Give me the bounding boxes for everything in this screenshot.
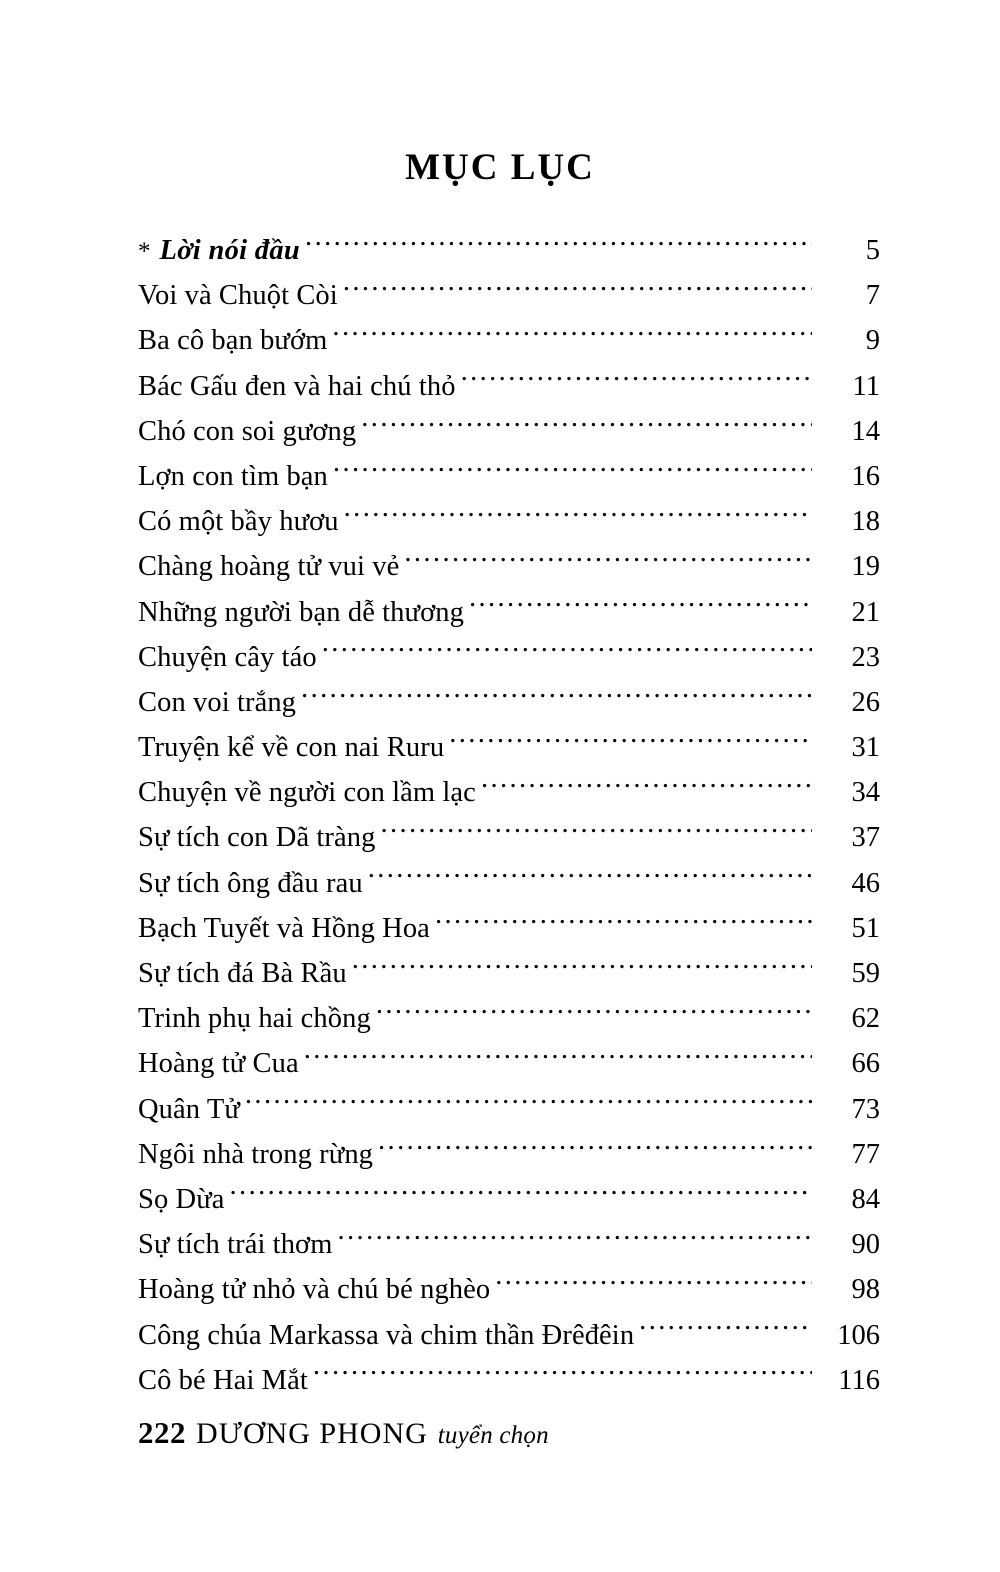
toc-entry-title: Voi và Chuột Còi	[138, 280, 338, 312]
toc-entry-page-number: 9	[865, 325, 880, 357]
toc-entry[interactable]	[138, 590, 880, 635]
toc-entry[interactable]	[138, 273, 880, 318]
toc-leader-dots	[305, 231, 812, 260]
toc-entry-title: Lời nói đầu	[159, 235, 301, 266]
toc-leader-dots	[481, 773, 812, 802]
toc-entry-page-number: 46	[851, 867, 880, 899]
toc-entry[interactable]	[138, 680, 880, 725]
toc-entry-page-number: 116	[838, 1364, 880, 1396]
toc-entry-page-number: 18	[851, 506, 880, 538]
toc-leader-dots	[404, 547, 812, 576]
toc-leader-dots	[435, 908, 812, 937]
toc-entry[interactable]	[138, 1041, 880, 1086]
toc-entry-page-number: 26	[851, 686, 880, 718]
toc-entry[interactable]	[138, 1177, 880, 1222]
toc-entry[interactable]	[138, 499, 880, 544]
toc-entry[interactable]	[138, 1267, 880, 1312]
toc-entry-title: Chàng hoàng tử vui vẻ	[138, 551, 400, 583]
toc-entry-page-number: 77	[851, 1138, 880, 1170]
toc-entry-page-number: 66	[851, 1048, 880, 1080]
toc-entry-title: Cô bé Hai Mắt	[138, 1364, 308, 1396]
toc-entry[interactable]	[138, 409, 880, 454]
toc-entry-title: Sự tích đá Bà Rầu	[138, 958, 347, 989]
toc-entry-title: Trinh phụ hai chồng	[138, 1003, 371, 1035]
toc-entry[interactable]	[138, 861, 880, 906]
toc-leader-dots	[461, 366, 812, 395]
footer-author-name: DƯƠNG PHONG	[196, 1417, 428, 1450]
toc-leader-dots	[313, 1360, 812, 1389]
toc-entry[interactable]	[138, 1132, 880, 1177]
toc-entry-page-number: 31	[851, 732, 880, 764]
toc-entry-title: Chuyện cây táo	[138, 641, 317, 673]
toc-entry-title: Lợn con tìm bạn	[138, 460, 328, 492]
toc-leader-dots	[322, 637, 812, 666]
toc-entry-title: Bác Gấu đen và hai chú thỏ	[138, 370, 456, 402]
toc-entry-title: Có một bầy hươu	[138, 506, 339, 538]
star-icon: *	[138, 238, 151, 265]
toc-leader-dots	[376, 999, 812, 1028]
toc-entry[interactable]	[138, 364, 880, 409]
toc-leader-dots	[352, 954, 812, 983]
toc-entry-page-number: 16	[851, 460, 880, 492]
toc-entry-page-number: 7	[865, 280, 880, 312]
page-footer	[138, 1415, 549, 1451]
toc-leader-dots	[368, 863, 812, 892]
toc-leader-dots	[378, 1134, 812, 1163]
toc-entry-page-number: 5	[865, 235, 880, 266]
toc-entry-title: Quân Tử	[138, 1093, 240, 1125]
toc-entry[interactable]	[138, 815, 880, 860]
toc-entry-page-number: 62	[851, 1003, 880, 1035]
toc-leader-dots	[304, 1044, 812, 1073]
toc-entry-page-number: 19	[851, 551, 880, 583]
toc-entry-title: Những người bạn dễ thương	[138, 596, 464, 628]
toc-leader-dots	[332, 321, 812, 350]
toc-entry-title: Con voi trắng	[138, 686, 297, 718]
toc-entry-page-number: 98	[851, 1274, 880, 1306]
toc-entry-title: Công chúa Markassa và chim thần Đrêđêin	[138, 1319, 635, 1351]
toc-entry[interactable]	[138, 318, 880, 363]
toc-entry-page-number: 106	[837, 1319, 880, 1351]
toc-leader-dots	[361, 411, 812, 440]
toc-entry-title: Chó con soi gương	[138, 415, 357, 447]
toc-entry[interactable]	[138, 770, 880, 815]
footer-author-role: tuyển chọn	[437, 1422, 549, 1449]
toc-entry-title: Hoàng tử nhỏ và chú bé nghèo	[138, 1274, 491, 1306]
toc-leader-dots	[469, 592, 812, 621]
toc-entry-page-number: 34	[851, 777, 880, 809]
toc-entry[interactable]	[138, 635, 880, 680]
toc-entry-title: Sự tích ông đầu rau	[138, 867, 363, 899]
toc-entry-page-number: 11	[852, 370, 880, 402]
toc-entry[interactable]	[138, 454, 880, 499]
toc-entry-title: Hoàng tử Cua	[138, 1048, 299, 1080]
toc-entry-page-number: 59	[851, 958, 880, 989]
toc-entry[interactable]	[138, 1087, 880, 1132]
toc-leader-dots	[343, 276, 812, 305]
toc-entry-title: Sự tích trái thơm	[138, 1229, 333, 1261]
toc-entry[interactable]	[138, 544, 880, 589]
toc-entry[interactable]	[138, 996, 880, 1041]
toc-leader-dots	[380, 818, 812, 847]
toc-leader-dots	[338, 1225, 813, 1254]
toc-entry-title: Bạch Tuyết và Hồng Hoa	[138, 912, 430, 944]
toc-entry-title: Chuyện về người con lầm lạc	[138, 777, 476, 809]
toc-entry[interactable]	[138, 906, 880, 951]
toc-entry-page-number: 14	[851, 415, 880, 447]
toc-leader-dots	[230, 1179, 812, 1208]
toc-entry-title: Ba cô bạn bướm	[138, 325, 328, 357]
toc-entry-page-number: 73	[851, 1093, 880, 1125]
toc-entry-title: Sự tích con Dã tràng	[138, 822, 376, 854]
toc-leader-dots	[301, 682, 812, 711]
toc-entry-title: Truyện kể về con nai Ruru	[138, 732, 445, 764]
toc-leader-dots	[449, 728, 812, 757]
toc-entry-page-number: 37	[851, 822, 880, 854]
toc-leader-dots	[639, 1315, 812, 1344]
toc-leader-dots	[245, 1089, 812, 1118]
toc-entry[interactable]	[138, 951, 880, 996]
toc-entry-page-number: 21	[851, 596, 880, 628]
toc-entry-page-number: 90	[851, 1229, 880, 1261]
toc-leader-dots	[333, 456, 812, 485]
toc-leader-dots	[495, 1270, 812, 1299]
toc-entry[interactable]	[138, 1313, 880, 1358]
toc-entry-title: Ngôi nhà trong rừng	[138, 1138, 374, 1170]
table-of-contents-list	[138, 228, 880, 1403]
toc-leader-dots	[344, 502, 812, 531]
toc-entry[interactable]	[138, 1358, 880, 1403]
page-title: MỤC LỤC	[405, 147, 595, 188]
toc-entry-page-number: 84	[851, 1183, 880, 1215]
toc-entry-title: Sọ Dừa	[138, 1183, 225, 1215]
toc-entry[interactable]	[138, 228, 880, 273]
toc-entry[interactable]	[138, 725, 880, 770]
footer-page-number: 222	[138, 1415, 186, 1450]
toc-entry[interactable]	[138, 1222, 880, 1267]
toc-entry-page-number: 51	[851, 912, 880, 944]
toc-entry-page-number: 23	[851, 641, 880, 673]
